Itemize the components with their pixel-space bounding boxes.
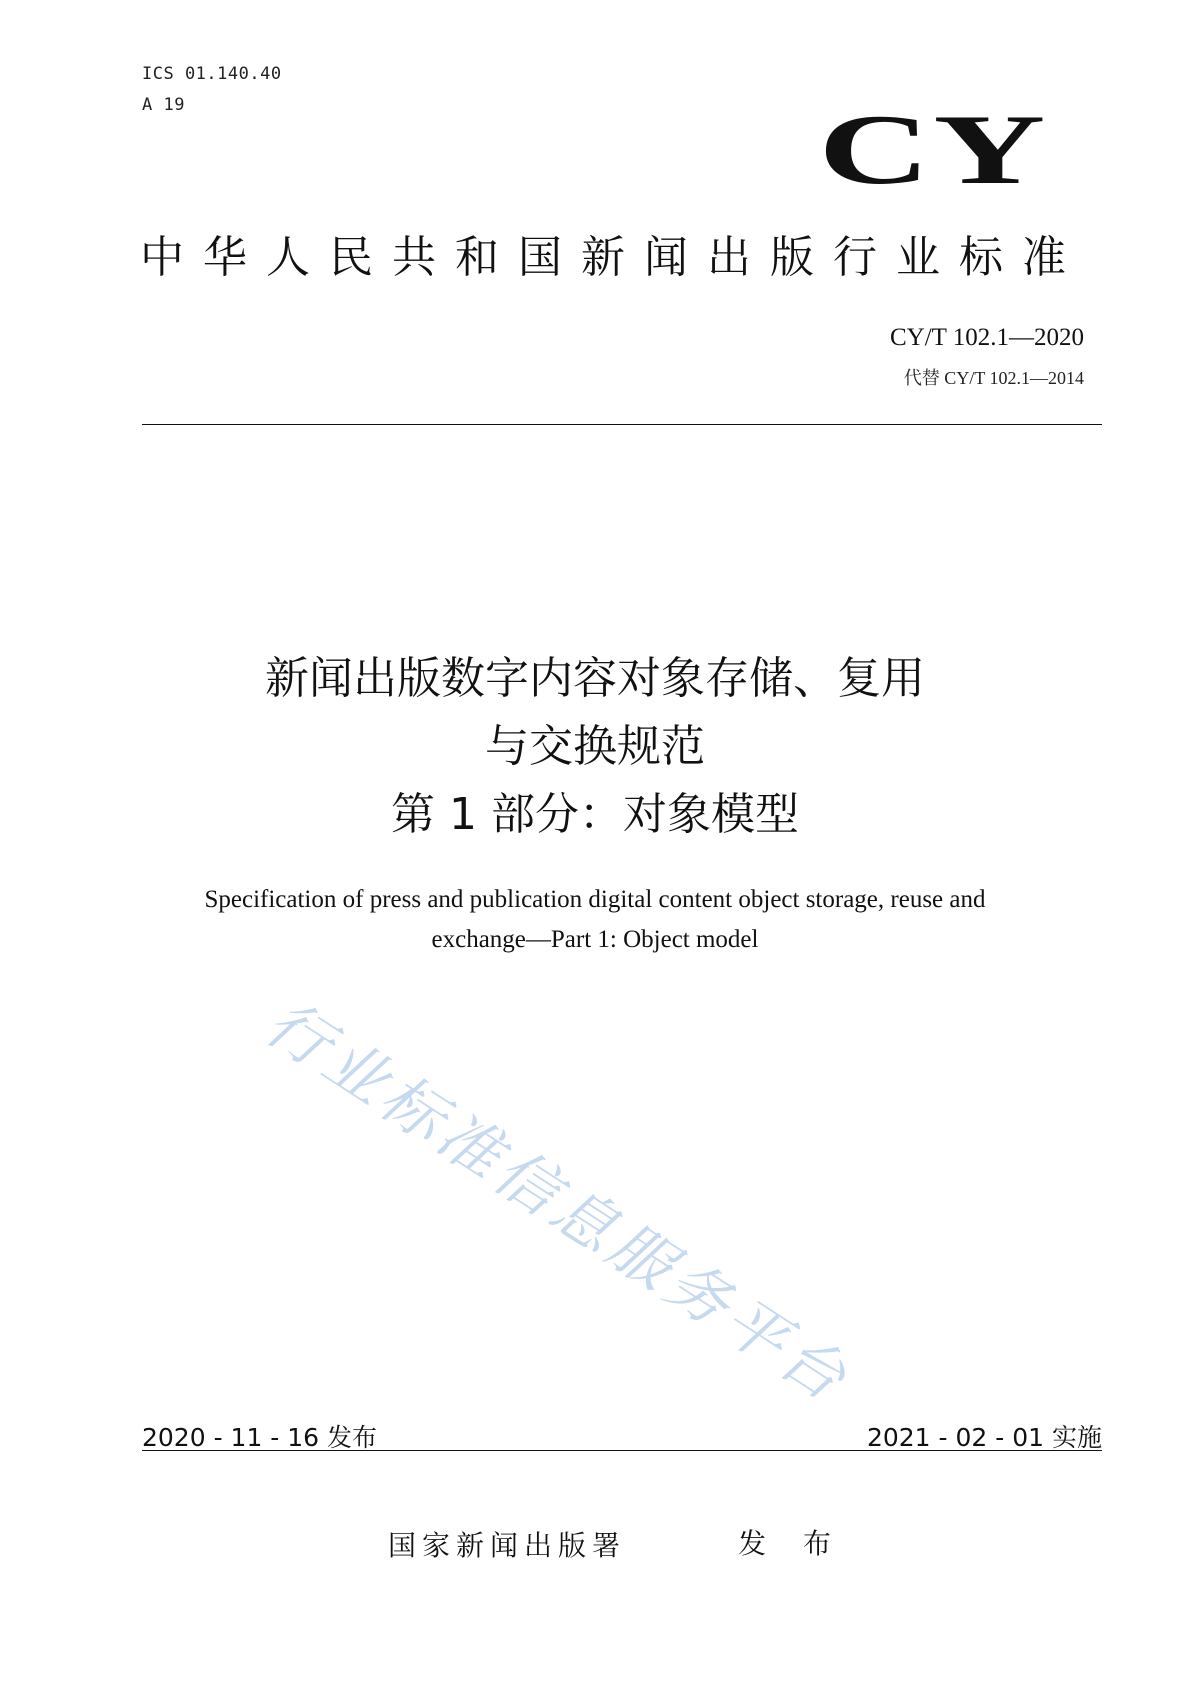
ics-code: ICS 01.140.40 <box>142 64 282 84</box>
implementation-date: 2021 - 02 - 01 实施 <box>866 1423 1102 1452</box>
standard-number: CY/T 102.1—2020 <box>890 324 1084 351</box>
chinese-title <box>0 645 1190 849</box>
industry-standard-title: 中华人民共和国新闻出版行业标准 <box>140 232 1085 283</box>
classification-code: A 19 <box>142 95 185 115</box>
cy-logo: CY <box>817 94 1048 205</box>
publisher-name: 国家新闻出版署 <box>388 1529 627 1562</box>
chinese-title-line-1: 新闻出版数字内容对象存储、复用 <box>265 653 925 704</box>
english-title-line-2: exchange—Part 1: Object model <box>431 926 759 953</box>
bottom-divider <box>142 1450 1102 1451</box>
watermark: 行业标准信息服务平台 <box>253 985 864 1418</box>
english-title <box>0 880 1190 960</box>
publish-label: 发 布 <box>738 1527 845 1560</box>
chinese-title-line-3: 第 1 部分：对象模型 <box>391 789 799 840</box>
english-title-line-1: Specification of press and publication digital content object storage, reuse and <box>204 886 986 913</box>
top-divider <box>142 424 1102 425</box>
chinese-title-line-2: 与交换规范 <box>485 721 705 772</box>
replaces-standard: 代替 CY/T 102.1—2014 <box>903 368 1084 388</box>
issue-date: 2020 - 11 - 16 发布 <box>142 1423 378 1452</box>
